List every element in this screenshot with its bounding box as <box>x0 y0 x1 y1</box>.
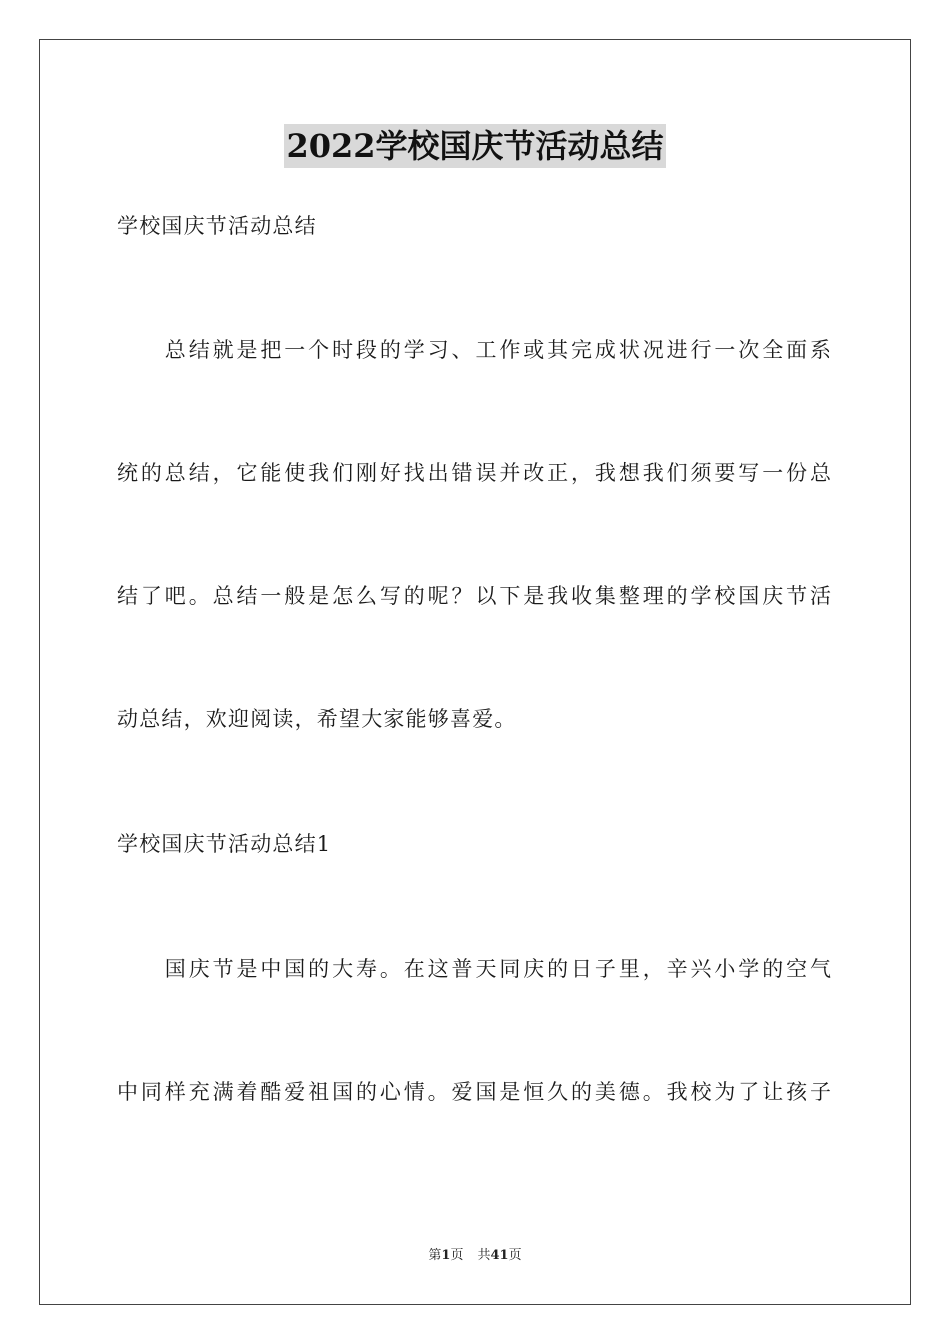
page-suffix: 页 <box>450 1248 464 1263</box>
section-heading: 学校国庆节活动总结1 <box>117 832 332 856</box>
paragraph-line: 动总结，欢迎阅读，希望大家能够喜爱。 <box>117 707 517 731</box>
paragraph-line: 总结就是把一个时段的学习、工作或其完成状况进行一次全面系 <box>117 338 831 362</box>
paragraph-line: 统的总结，它能使我们刚好找出错误并改正，我想我们须要写一份总 <box>117 461 831 485</box>
page-prefix: 第 <box>428 1248 442 1263</box>
total-pages: 41 <box>490 1248 509 1263</box>
page-number: 1 <box>441 1248 451 1263</box>
document-title: 2022学校国庆节活动总结 <box>284 124 665 168</box>
paragraph-line: 结了吧。总结一般是怎么写的呢？以下是我收集整理的学校国庆节活 <box>117 584 831 608</box>
page-footer <box>0 1247 950 1265</box>
total-prefix: 共 <box>477 1248 491 1263</box>
paragraph-line: 中同样充满着酷爱祖国的心情。爱国是恒久的美德。我校为了让孩子 <box>117 1080 831 1104</box>
title-container <box>0 124 950 168</box>
total-suffix: 页 <box>508 1248 522 1263</box>
document-subtitle: 学校国庆节活动总结 <box>117 214 317 238</box>
paragraph-line: 国庆节是中国的大寿。在这普天同庆的日子里，辛兴小学的空气 <box>117 957 831 981</box>
